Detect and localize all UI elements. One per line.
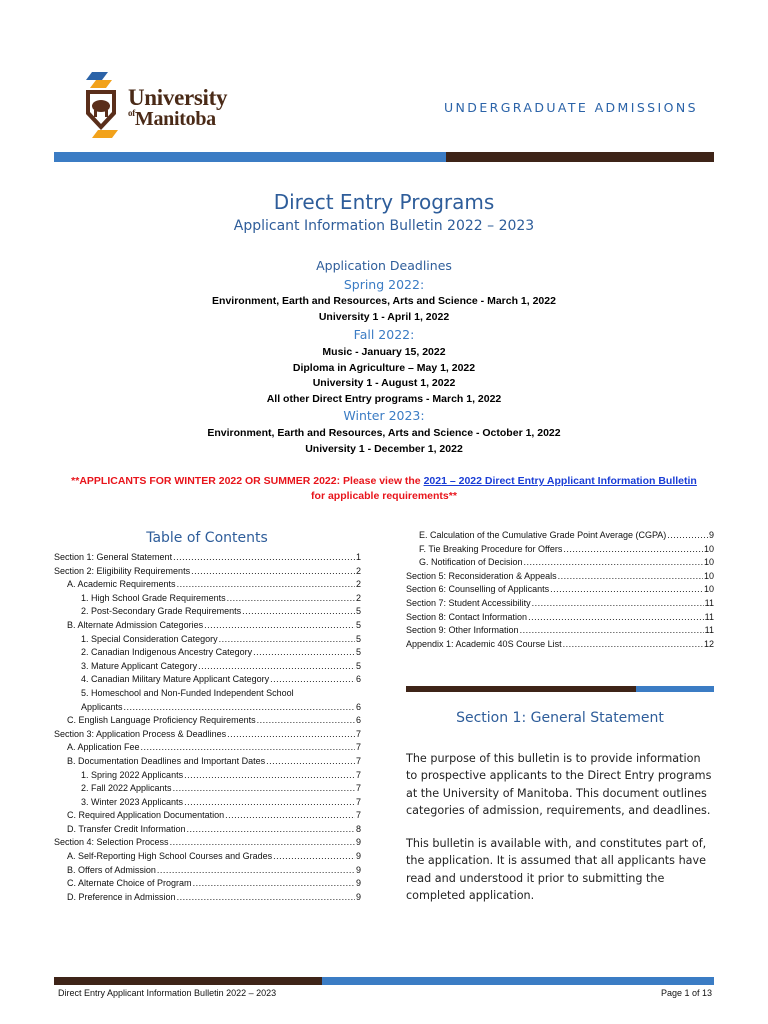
toc-leader <box>273 850 355 864</box>
toc-entry-label: 1. High School Grade Requirements <box>81 592 226 603</box>
toc-leader <box>563 638 703 652</box>
toc-entry-label: 5. Homeschool and Non-Funded Independent School <box>81 687 294 698</box>
toc-leader <box>532 597 704 611</box>
university-logo <box>78 68 238 140</box>
toc-entry-page: 10 <box>703 557 714 568</box>
toc-entry[interactable] <box>54 796 361 810</box>
toc-entry-label: B. Documentation Deadlines and Important Dates <box>67 755 266 766</box>
toc-entry[interactable] <box>54 673 361 687</box>
toc-entry-page: 5 <box>355 647 361 658</box>
toc-entry[interactable] <box>406 638 714 652</box>
toc-entry[interactable] <box>54 755 361 769</box>
toc-entry-page: 2 <box>355 565 361 576</box>
toc-entry-page: 11 <box>704 597 714 608</box>
toc-entry-page: 1 <box>355 552 361 562</box>
toc-entry-label: 2. Fall 2022 Applicants <box>81 783 172 794</box>
toc-entry[interactable] <box>406 583 714 597</box>
bison-crest-icon <box>78 68 124 140</box>
toc-entry[interactable] <box>54 660 361 674</box>
toc-leader <box>173 551 355 565</box>
toc-entry[interactable] <box>54 809 361 823</box>
toc-entry[interactable] <box>54 836 361 850</box>
toc-entry-label: A. Academic Requirements <box>67 579 176 590</box>
toc-entry-page: 5 <box>355 633 361 644</box>
toc-entry-label: Section 4: Selection Process <box>54 837 169 848</box>
deadline-item: Music - January 15, 2022 <box>322 346 446 358</box>
toc-leader <box>227 592 355 606</box>
toc-leader <box>173 782 355 796</box>
toc-leader <box>242 605 355 619</box>
toc-heading: Table of Contents <box>146 530 268 546</box>
toc-leader <box>191 565 355 579</box>
toc-entry-label: Section 7: Student Accessibility <box>406 597 531 608</box>
toc-right-column <box>406 529 714 651</box>
deadline-item: University 1 - August 1, 2022 <box>312 377 456 389</box>
toc-entry-label: 2. Canadian Indigenous Ancestry Category <box>81 647 253 658</box>
footer-page-number: Page 1 of 13 <box>660 988 712 998</box>
deadline-item: Diploma in Agriculture – May 1, 2022 <box>292 362 476 374</box>
toc-entry-page: 10 <box>703 570 714 581</box>
toc-entry-label: 1. Special Consideration Category <box>81 633 218 644</box>
toc-leader <box>270 673 355 687</box>
toc-entry[interactable] <box>54 823 361 837</box>
toc-entry-page: 7 <box>355 728 361 739</box>
footer-divider-blue <box>322 977 714 985</box>
toc-entry[interactable] <box>54 891 361 905</box>
toc-entry[interactable] <box>406 556 714 570</box>
fall-heading: Fall 2022: <box>353 327 415 342</box>
toc-entry-page: 5 <box>355 660 361 671</box>
toc-entry-label: Section 8: Contact Information <box>406 611 528 622</box>
toc-entry-label: Section 2: Eligibility Requirements <box>54 565 191 576</box>
page-title: Direct Entry Programs <box>273 190 495 214</box>
toc-leader <box>266 755 355 769</box>
toc-entry-label: Section 3: Application Process & Deadlines <box>54 728 227 739</box>
toc-entry-label-cont: Applicants <box>81 701 123 712</box>
toc-entry[interactable] <box>54 592 361 606</box>
deadline-item: Environment, Earth and Resources, Arts and Science - March 1, 2022 <box>212 295 556 307</box>
footer-document-title: Direct Entry Applicant Information Bulletin 2022 – 2023 <box>58 988 277 998</box>
toc-entry-page: 7 <box>355 783 361 794</box>
toc-entry[interactable] <box>54 578 361 592</box>
toc-entry-page: 12 <box>703 638 714 649</box>
toc-entry-page: 9 <box>355 891 361 902</box>
deadline-item: University 1 - December 1, 2022 <box>305 443 463 455</box>
toc-leader <box>550 583 703 597</box>
toc-leader <box>177 891 355 905</box>
toc-entry-label: Appendix 1: Academic 40S Course List <box>406 638 562 649</box>
toc-entry[interactable] <box>54 741 361 755</box>
toc-entry-page: 7 <box>355 796 361 807</box>
toc-leader <box>524 556 703 570</box>
toc-entry-label: G. Notification of Decision <box>419 557 523 568</box>
toc-entry-page: 6 <box>355 715 361 726</box>
toc-leader <box>520 624 704 638</box>
toc-leader <box>184 796 355 810</box>
toc-entry-label: B. Offers of Admission <box>67 864 156 875</box>
deadline-item: Environment, Earth and Resources, Arts and Science - October 1, 2022 <box>207 427 561 439</box>
deadlines-heading: Application Deadlines <box>316 258 452 273</box>
toc-entry-label: A. Application Fee <box>67 742 140 753</box>
toc-entry-label: Section 6: Counselling of Applicants <box>406 584 550 595</box>
toc-entry-label: D. Transfer Credit Information <box>67 823 186 834</box>
winter-heading: Winter 2023: <box>343 408 425 423</box>
toc-entry[interactable] <box>406 543 714 557</box>
toc-entry-label: 4. Canadian Military Mature Applicant Category <box>81 674 270 685</box>
toc-leader <box>257 714 355 728</box>
toc-entry[interactable] <box>54 714 361 728</box>
toc-entry[interactable] <box>406 624 714 638</box>
toc-leader <box>528 611 704 625</box>
applicant-notice <box>54 474 714 504</box>
toc-entry[interactable] <box>54 782 361 796</box>
toc-leader <box>141 741 355 755</box>
toc-entry-page: 7 <box>355 755 361 766</box>
spring-heading: Spring 2022: <box>343 277 425 292</box>
toc-entry-page: 2 <box>355 592 361 603</box>
toc-entry[interactable] <box>54 850 361 864</box>
header-divider-brown <box>446 152 714 162</box>
toc-leader <box>227 728 355 742</box>
toc-entry-label: Section 5: Reconsideration & Appeals <box>406 570 557 581</box>
toc-entry[interactable] <box>54 728 361 742</box>
toc-leader <box>219 633 355 647</box>
toc-entry[interactable] <box>54 769 361 783</box>
toc-leader <box>193 877 355 891</box>
toc-leader <box>187 823 355 837</box>
toc-entry[interactable] <box>406 570 714 584</box>
deadline-item: University 1 - April 1, 2022 <box>318 311 450 323</box>
toc-entry[interactable] <box>54 605 361 619</box>
toc-leader <box>667 529 708 543</box>
notice-prefix: **APPLICANTS FOR WINTER 2022 OR SUMMER 2022: Please view the <box>71 475 424 487</box>
deadline-item: All other Direct Entry programs - March 1, 2022 <box>266 393 502 405</box>
department-heading: UNDERGRADUATE ADMISSIONS <box>444 100 698 115</box>
toc-entry-page: 10 <box>703 584 714 595</box>
toc-leader <box>177 578 355 592</box>
header-divider-blue <box>54 152 446 162</box>
toc-leader <box>558 570 703 584</box>
logo-of-text: of <box>128 108 135 118</box>
toc-left-column <box>54 551 361 904</box>
toc-entry-page: 6 <box>355 701 361 712</box>
section1-paragraph: This bulletin is available with, and constitutes part of, the application. It is assumed that all applicants have read and understood it prior to submitting the completed application. <box>406 837 707 902</box>
toc-entry[interactable] <box>406 611 714 625</box>
toc-entry-page: 7 <box>355 769 361 780</box>
toc-entry[interactable] <box>54 877 361 891</box>
toc-entry-label: A. Self-Reporting High School Courses and Grades <box>67 851 273 862</box>
toc-entry-page: 7 <box>355 810 361 821</box>
toc-entry-label: D. Preference in Admission <box>67 891 176 902</box>
toc-entry-label: 3. Winter 2023 Applicants <box>81 796 184 807</box>
logo-university-text: University <box>128 85 228 110</box>
toc-entry[interactable] <box>406 597 714 611</box>
toc-entry-page: 11 <box>704 625 714 636</box>
toc-leader <box>157 864 355 878</box>
toc-entry-page: 9 <box>355 837 361 848</box>
section1-paragraph: The purpose of this bulletin is to provide information to prospective applicants to the Direct Entry programs at the University of Manitoba. This document outlines categories of admission, requirements, and deadlines. <box>406 752 712 817</box>
toc-entry[interactable] <box>54 864 361 878</box>
toc-entry-label: 3. Mature Applicant Category <box>81 660 198 671</box>
toc-entry[interactable] <box>406 529 714 543</box>
toc-entry-label: F. Tie Breaking Procedure for Offers <box>419 543 563 554</box>
toc-entry-label: Section 1: General Statement <box>54 552 173 562</box>
toc-entry-page: 7 <box>355 742 361 753</box>
toc-leader <box>204 619 355 633</box>
toc-entry-page: 6 <box>355 674 361 685</box>
toc-entry[interactable] <box>54 565 361 579</box>
toc-entry-page: 5 <box>355 619 361 630</box>
toc-entry-label: B. Alternate Admission Categories <box>67 619 204 630</box>
toc-entry[interactable] <box>54 646 361 660</box>
section-divider-blue <box>636 686 714 692</box>
toc-entry-page: 5 <box>355 606 361 617</box>
logo-manitoba-word: Manitoba <box>134 108 216 130</box>
previous-bulletin-link[interactable]: 2021 – 2022 Direct Entry Applicant Information Bulletin <box>423 475 697 487</box>
toc-leader <box>184 769 355 783</box>
toc-entry-label: E. Calculation of the Cumulative Grade Point Average (CGPA) <box>419 530 667 540</box>
toc-entry[interactable] <box>54 619 361 633</box>
logo-manitoba-text <box>128 108 216 131</box>
section1-heading: Section 1: General Statement <box>456 710 664 726</box>
toc-entry-page: 9 <box>708 530 714 540</box>
toc-leader <box>563 543 703 557</box>
toc-entry[interactable] <box>54 551 361 565</box>
page-subtitle: Applicant Information Bulletin 2022 – 2023 <box>233 218 535 234</box>
toc-entry[interactable] <box>54 633 361 647</box>
toc-leader <box>124 701 355 715</box>
footer-divider-brown <box>54 977 322 985</box>
toc-entry[interactable] <box>54 687 361 714</box>
toc-entry-page: 9 <box>355 851 361 862</box>
toc-entry-page: 2 <box>355 579 361 590</box>
toc-entry-label: Section 9: Other Information <box>406 625 519 636</box>
toc-entry-page: 9 <box>355 878 361 889</box>
toc-entry-label: C. Alternate Choice of Program <box>67 878 192 889</box>
toc-leader <box>198 660 355 674</box>
toc-entry-label: C. English Language Proficiency Requirements <box>67 715 256 726</box>
toc-leader <box>170 836 355 850</box>
section-divider-brown <box>406 686 636 692</box>
notice-suffix: for applicable requirements** <box>311 490 457 502</box>
toc-entry-page: 8 <box>355 823 361 834</box>
toc-leader <box>253 646 355 660</box>
toc-entry-page: 10 <box>703 543 714 554</box>
toc-entry-page: 11 <box>704 611 714 622</box>
toc-entry-label: C. Required Application Documentation <box>67 810 225 821</box>
toc-entry-page: 9 <box>355 864 361 875</box>
toc-entry-label: 1. Spring 2022 Applicants <box>81 769 184 780</box>
toc-entry-label: 2. Post-Secondary Grade Requirements <box>81 606 242 617</box>
toc-leader <box>225 809 355 823</box>
